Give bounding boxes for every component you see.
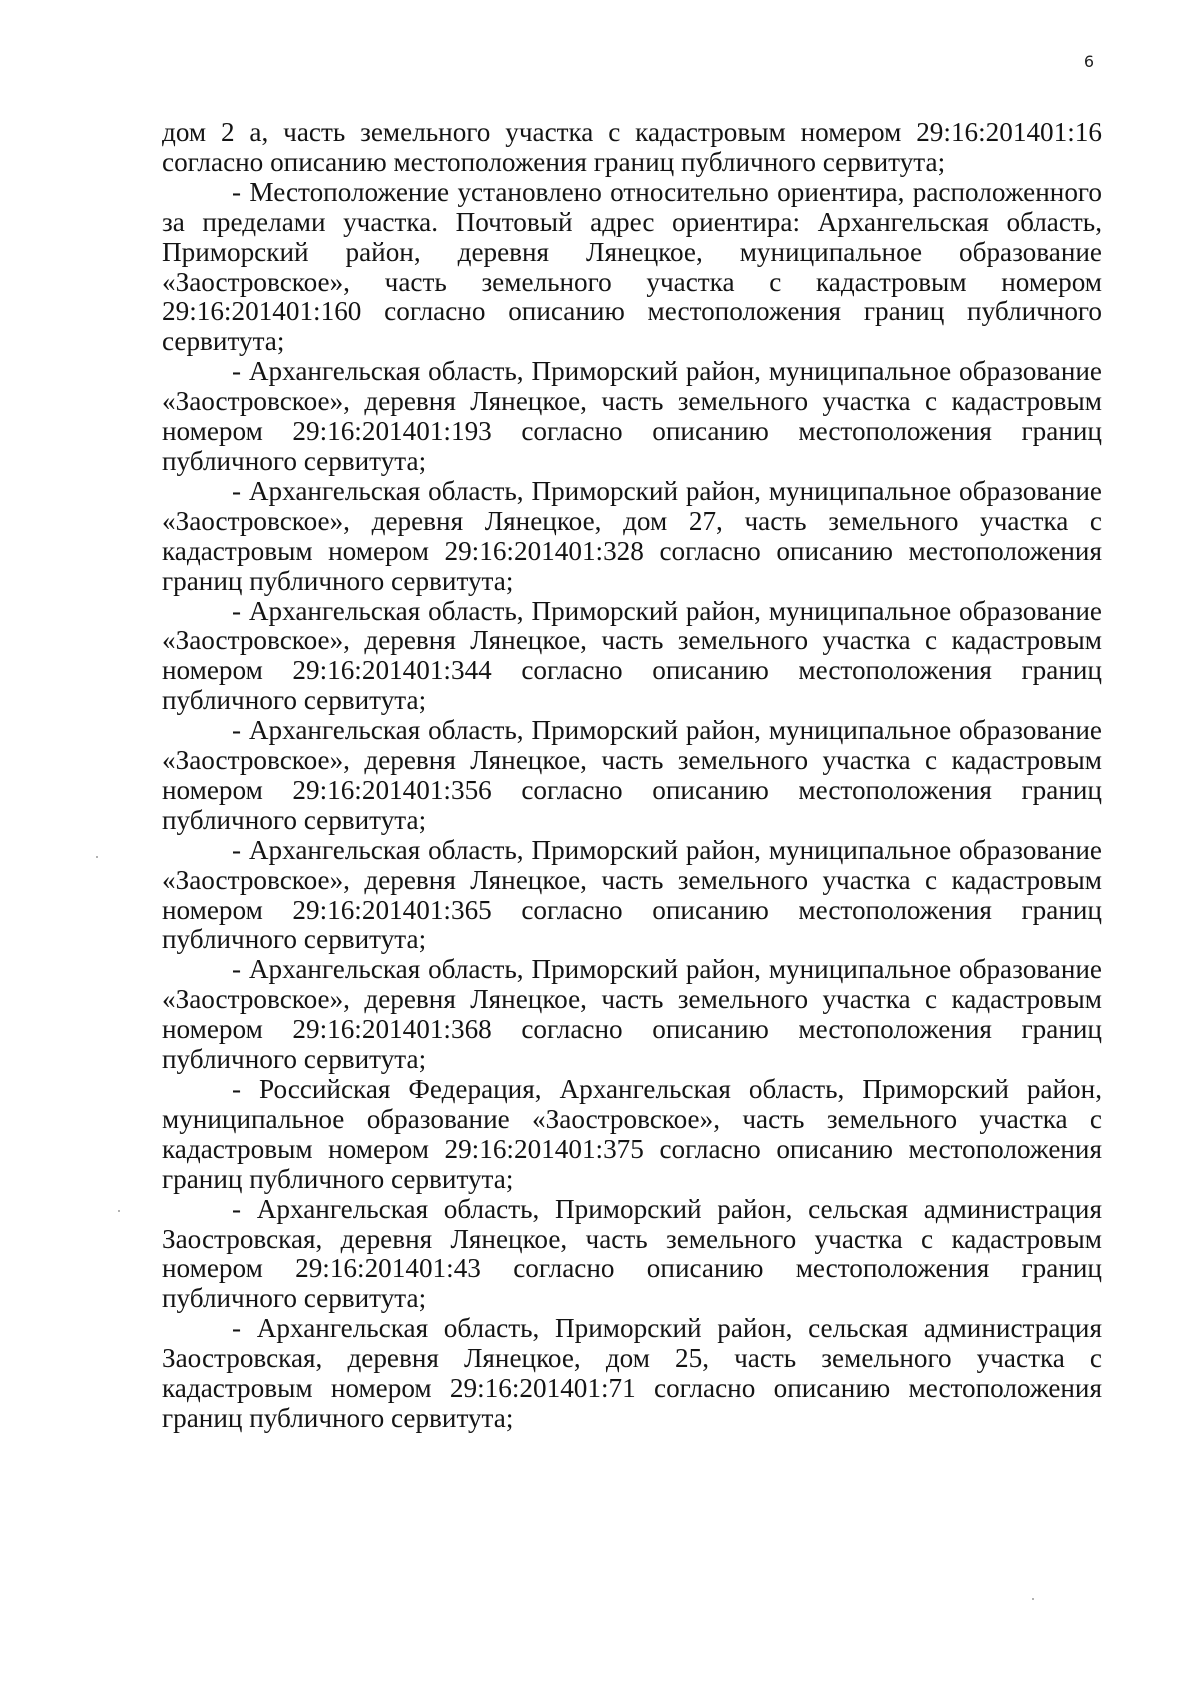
page-number: 6 xyxy=(1083,52,1094,71)
list-item: - Архангельская область, Приморский район, муниципальное образование «Заостровское», деревня Лянецкое, часть земельного участка с кадастровым номером 29:16:201401:368 согласно описанию местоположения границ публичного сервитута; xyxy=(162,954,1102,1075)
list-item: - Архангельская область, Приморский район, сельская администрация Заостровская, деревня Лянецкое, часть земельного участка с кадастровым номером 29:16:201401:43 согласно описанию местоположения границ публичного сервитута; xyxy=(162,1193,1102,1314)
scan-speck xyxy=(118,1210,120,1212)
scan-speck xyxy=(1032,1598,1034,1600)
document-body xyxy=(162,118,1102,1434)
list-item: - Архангельская область, Приморский район, муниципальное образование «Заостровское», деревня Лянецкое, часть земельного участка с кадастровым номером 29:16:201401:344 согласно описанию местоположения границ публичного сервитута; xyxy=(162,595,1102,716)
list-item: - Архангельская область, Приморский район, сельская администрация Заостровская, деревня Лянецкое, дом 25, часть земельного участка с кадастровым номером 29:16:201401:71 согласно описанию местоположения границ публичного сервитута; xyxy=(162,1313,1102,1433)
list-item: - Архангельская область, Приморский район, муниципальное образование «Заостровское», деревня Лянецкое, часть земельного участка с кадастровым номером 29:16:201401:365 согласно описанию местоположения границ публичного сервитута; xyxy=(162,834,1102,955)
list-item: - Российская Федерация, Архангельская область, Приморский район, муниципальное образование «Заостровское», часть земельного участка с кадастровым номером 29:16:201401:375 согласно описанию местоположения границ публичного сервитута; xyxy=(162,1074,1102,1194)
paragraph-continuation: дом 2 а, часть земельного участка с кадастровым номером 29:16:201401:16 согласно описанию местоположения границ публичного сервитута; xyxy=(162,117,1102,177)
list-item: - Архангельская область, Приморский район, муниципальное образование «Заостровское», деревня Лянецкое, дом 27, часть земельного участка с кадастровым номером 29:16:201401:328 согласно описанию местоположения границ публичного сервитута; xyxy=(162,475,1102,596)
scan-speck xyxy=(96,856,98,858)
list-item: - Архангельская область, Приморский район, муниципальное образование «Заостровское», деревня Лянецкое, часть земельного участка с кадастровым номером 29:16:201401:193 согласно описанию местоположения границ публичного сервитута; xyxy=(162,356,1102,476)
list-item: - Архангельская область, Приморский район, муниципальное образование «Заостровское», деревня Лянецкое, часть земельного участка с кадастровым номером 29:16:201401:356 согласно описанию местоположения границ публичного сервитута; xyxy=(162,715,1102,835)
list-item: - Местоположение установлено относительно ориентира, расположенного за пределами участка. Почтовый адрес ориентира: Архангельская область, Приморский район, деревня Лянецкое, муниципальное образование «Заостровское», часть земельного участка с кадастровым номером 29:16:201401:160 согласно описанию местоположения границ публичного сервитута; xyxy=(162,176,1102,357)
